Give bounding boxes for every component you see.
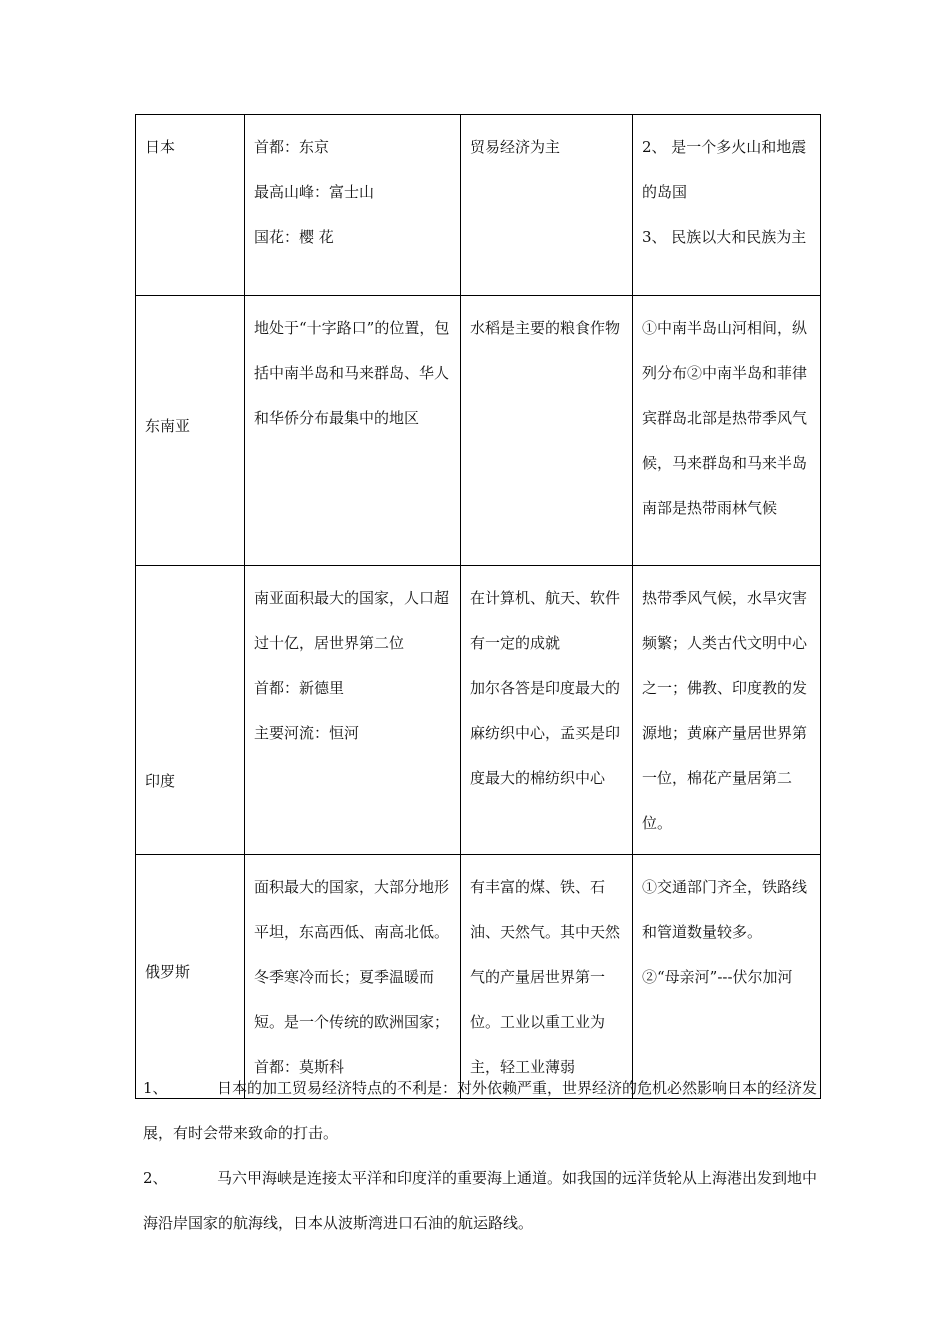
region-cell xyxy=(136,115,245,296)
geography-table xyxy=(135,114,821,1099)
features-cell xyxy=(633,296,821,566)
features-cell xyxy=(633,566,821,855)
feature-text: ①中南半岛山河相间，纵列分布②中南半岛和菲律宾群岛北部是热带季风气候，马来群岛和马来半岛南部是热带雨林气候 xyxy=(642,319,808,517)
table-row-japan xyxy=(136,115,821,296)
note-paragraph xyxy=(143,1156,823,1246)
location-text: 地处于“十字路口”的位置，包括中南半岛和马来群岛、华人和华侨分布最集中的地区 xyxy=(254,319,450,427)
profile-cell xyxy=(245,296,461,566)
economy-text: 水稻是主要的粮食作物 xyxy=(470,319,621,337)
note-number: 1、 xyxy=(143,1079,168,1097)
economy-cell xyxy=(461,296,633,566)
economy-text: 加尔各答是印度最大的麻纺织中心，孟买是印度最大的棉纺织中心 xyxy=(470,679,621,787)
feature-text: ①交通部门齐全，铁路线和管道数量较多。 xyxy=(642,878,808,941)
feature-text: ②“母亲河”---伏尔加河 xyxy=(642,968,793,986)
profile-text: 南亚面积最大的国家，人口超过十亿，居世界第二位 xyxy=(254,589,450,652)
table-row-russia xyxy=(136,855,821,1099)
capital-text: 首都：东京 xyxy=(254,138,330,156)
table-row-southeast-asia xyxy=(136,296,821,566)
river-text: 主要河流：恒河 xyxy=(254,724,360,742)
economy-cell xyxy=(461,115,633,296)
region-name: 印度 xyxy=(145,772,176,790)
note-number: 2、 xyxy=(143,1169,168,1187)
note-text: 日本的加工贸易经济特点的不利是：对外依赖严重，世界经济的危机必然影响日本的经济发展，有时会带来致命的打击。 xyxy=(143,1079,818,1142)
region-cell xyxy=(136,566,245,855)
region-name: 日本 xyxy=(145,138,176,156)
region-name: 东南亚 xyxy=(145,417,191,435)
profile-cell xyxy=(245,115,461,296)
table-row-india xyxy=(136,566,821,855)
note-text: 马六甲海峡是连接太平洋和印度洋的重要海上通道。如我国的远洋货轮从上海港出发到地中海沿岸国家的航海线，日本从波斯湾进口石油的航运路线。 xyxy=(143,1169,818,1232)
features-cell xyxy=(633,855,821,1099)
feature-text: 2、 是一个多火山和地震的岛国 xyxy=(642,138,807,201)
capital-text: 首都：新德里 xyxy=(254,679,345,697)
features-cell xyxy=(633,115,821,296)
feature-text: 3、 民族以大和民族为主 xyxy=(642,228,807,246)
notes-section xyxy=(143,1066,823,1246)
region-cell xyxy=(136,855,245,1099)
region-cell xyxy=(136,296,245,566)
national-flower-text: 国花：樱 花 xyxy=(254,228,334,246)
economy-text: 贸易经济为主 xyxy=(470,138,561,156)
economy-text: 在计算机、航天、软件有一定的成就 xyxy=(470,589,621,652)
economy-text: 有丰富的煤、铁、石油、天然气。其中天然气的产量居世界第一位。工业以重工业为主，轻工业薄弱 xyxy=(470,878,621,1076)
note-paragraph xyxy=(143,1066,823,1156)
profile-cell xyxy=(245,855,461,1099)
highest-peak-text: 最高山峰：富士山 xyxy=(254,183,375,201)
region-name: 俄罗斯 xyxy=(145,963,191,981)
economy-cell xyxy=(461,855,633,1099)
feature-text: 热带季风气候，水旱灾害频繁；人类古代文明中心之一；佛教、印度教的发源地；黄麻产量居世界第一位，棉花产量居第二位。 xyxy=(642,589,808,832)
profile-text: 面积最大的国家，大部分地形平坦，东高西低、南高北低。冬季寒冷而长；夏季温暖而短。是一个传统的欧洲国家；首都：莫斯科 xyxy=(254,878,450,1076)
profile-cell xyxy=(245,566,461,855)
economy-cell xyxy=(461,566,633,855)
